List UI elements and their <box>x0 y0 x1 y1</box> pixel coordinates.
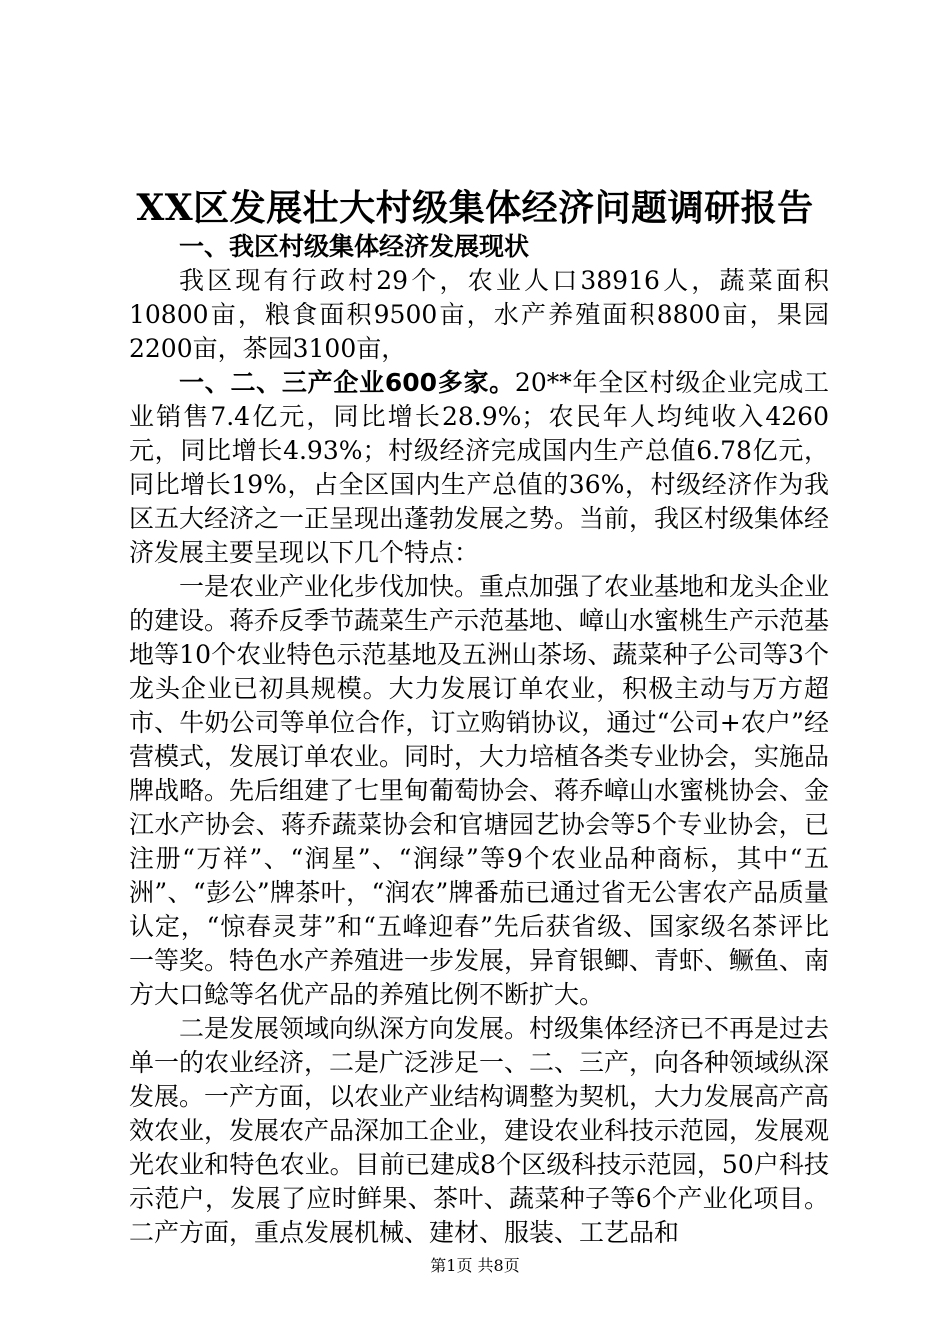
paragraph-2 <box>129 366 829 570</box>
paragraph-2-text: 20**年全区村级企业完成工业销售7.4亿元，同比增长28.9%；农民年人均纯收入4260元，同比增长4.93%；村级经济完成国内生产总值6.78亿元，同比增长19%，占全区国内生产总值的36%，村级经济作为我区五大经济之一正呈现出蓬勃发展之势。当前，我区村级集体经济发展主要呈现以下几个特点： <box>129 368 830 567</box>
paragraph-2-bold-lead: 一、二、三产企业600多家。 <box>179 368 515 397</box>
paragraph-1: 我区现有行政村29个，农业人口38916人，蔬菜面积10800亩，粮食面积9500亩，水产养殖面积8800亩，果园2200亩，茶园3100亩， <box>129 266 829 363</box>
paragraph-3: 一是农业产业化步伐加快。重点加强了农业基地和龙头企业的建设。蒋乔反季节蔬菜生产示范基地、嶂山水蜜桃生产示范基地等10个农业特色示范基地及五洲山茶场、蔬菜种子公司等3个龙头企业已初具规模。大力发展订单农业，积极主动与万方超市、牛奶公司等单位合作，订立购销协议，通过“公司+农户”经营模式，发展订单农业。同时，大力培植各类专业协会，实施品牌战略。先后组建了七里甸葡萄协会、蒋乔嶂山水蜜桃协会、金江水产协会、蒋乔蔬菜协会和官塘园艺协会等5个专业协会，已注册“万祥”、“润星”、“润绿”等9个农业品种商标，其中“五洲”、“彭公”牌茶叶，“润农”牌番茄已通过省无公害农产品质量认定，“惊春灵芽”和“五峰迎春”先后获省级、国家级名茶评比一等奖。特色水产养殖进一步发展，异育银鲫、青虾、鳜鱼、南方大口鲶等名优产品的养殖比例不断扩大。 <box>129 572 830 1009</box>
section-heading: 一、我区村级集体经济发展现状 <box>179 232 530 261</box>
document-body <box>129 230 829 1250</box>
document-title: XX区发展壮大村级集体经济问题调研报告 <box>136 187 814 229</box>
page-footer: 第1页 共8页 <box>430 1256 520 1275</box>
paragraph-4: 二是发展领域向纵深方向发展。村级集体经济已不再是过去单一的农业经济，二是广泛涉足一、二、三产，向各种领域纵深发展。一产方面，以农业产业结构调整为契机，大力发展高产高效农业，发展农产品深加工企业，建设农业科技示范园，发展观光农业和特色农业。目前已建成8个区级科技示范园，50户科技示范户，发展了应时鲜果、茶叶、蔬菜种子等6个产业化项目。二产方面，重点发展机械、建材、服装、工艺品和 <box>129 1014 830 1247</box>
